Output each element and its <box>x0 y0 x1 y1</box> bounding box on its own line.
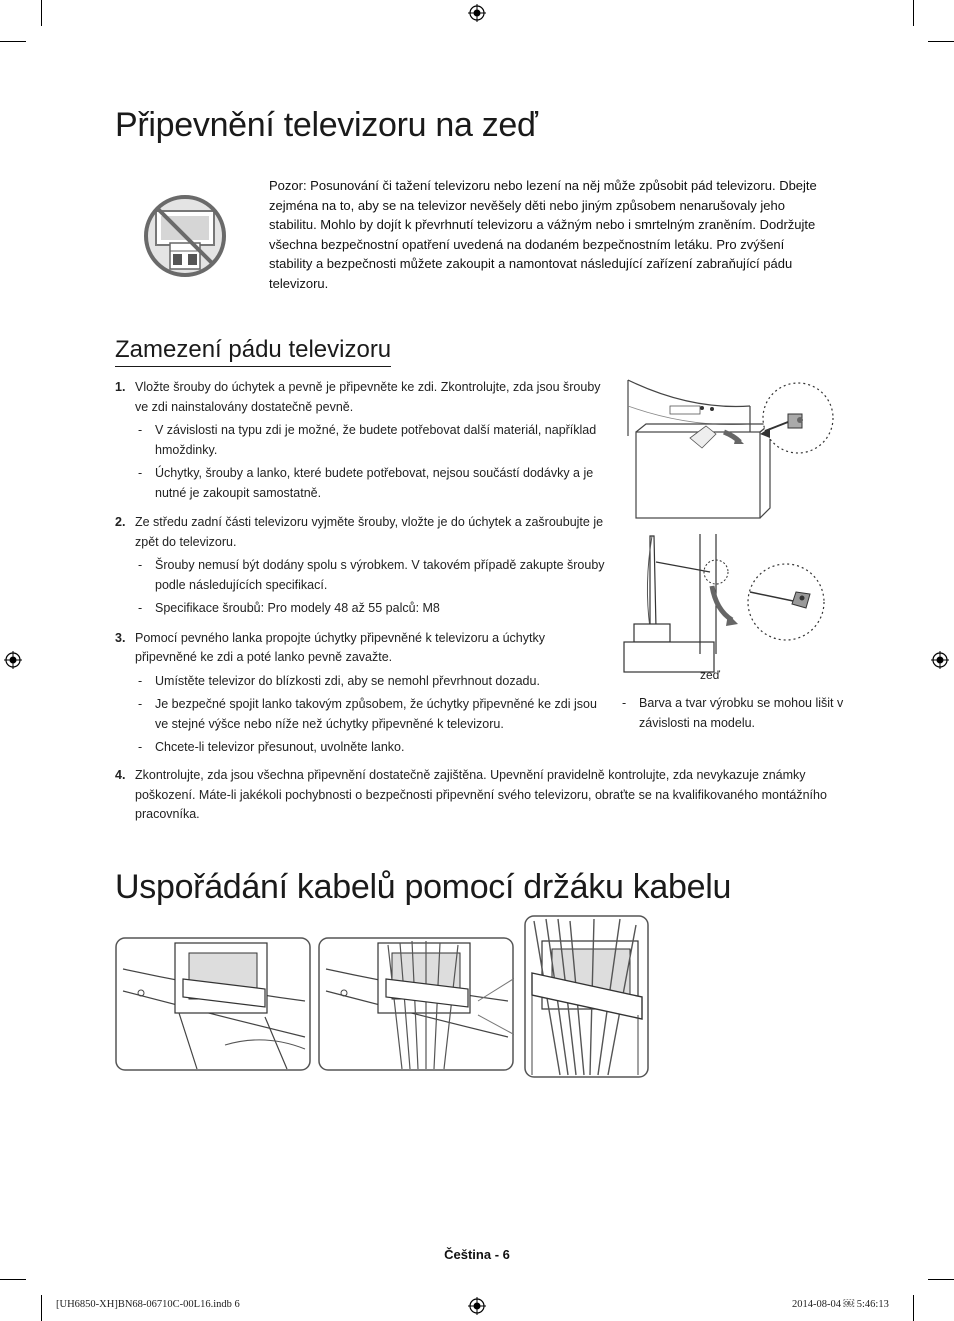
step-subitems <box>135 672 605 758</box>
crop-mark <box>913 1295 914 1321</box>
cable-holder-illustration-1 <box>115 937 311 1071</box>
registration-mark-icon <box>4 651 22 669</box>
subitem-text: Specifikace šroubů: Pro modely 48 až 55 palců: M8 <box>155 601 440 615</box>
step-item <box>115 513 605 619</box>
subsection-title-fall-prevention: Zamezení pádu televizoru <box>115 336 391 367</box>
crop-mark <box>928 1279 954 1280</box>
step-subitem <box>135 421 605 460</box>
step-text: Ze středu zadní části televizoru vyjměte šrouby, vložte je do úchytek a zašroubujte je zpět do televizoru. <box>135 515 604 549</box>
cable-holder-illustration-2 <box>318 937 514 1071</box>
step-subitem <box>135 738 605 758</box>
subitem-text: Chcete-li televizor přesunout, uvolněte lanko. <box>155 740 405 754</box>
model-variation-note <box>621 694 861 733</box>
subitem-text: Umístěte televizor do blízkosti zdi, aby se nemohl převrhnout dozadu. <box>155 673 540 688</box>
step-subitem <box>135 464 605 503</box>
dash-bullet: - <box>138 673 143 688</box>
note-text: Barva a tvar výrobku se mohou lišit v závislosti na modelu. <box>639 696 844 730</box>
step-text: Zkontrolujte, zda jsou všechna připevnění dostatečně zajištěna. Upevnění pravidelně kontrolujte, zda nevykazuje známky poškození. Máte-li jakékoli pochybnosti o bezpečnosti připevnění svého televizoru, obraťte se na kvalifikovaného montážního pracovníka. <box>135 768 827 821</box>
subitem-text: Úchytky, šrouby a lanko, které budete potřebovat, nejsou součástí dodávky a je nutné je zakoupit samostatně. <box>155 466 594 500</box>
cable-holder-detail-illustration <box>524 915 649 1078</box>
dash-bullet: - <box>138 740 143 754</box>
step-subitems <box>135 556 605 619</box>
crop-mark <box>41 0 42 26</box>
section-title-wall-mount: Připevnění televizoru na zeď <box>115 106 538 144</box>
step-item <box>115 766 835 825</box>
step-subitem <box>135 695 605 734</box>
section-title-cable-holder: Uspořádání kabelů pomocí držáku kabelu <box>115 868 732 906</box>
step-text: Pomocí pevného lanka propojte úchytky připevněné k televizoru a úchytky připevněné ke zdi a poté lanko pevně zavažte. <box>135 630 545 664</box>
dash-bullet: - <box>622 696 627 710</box>
step-number: 1. <box>115 380 126 394</box>
wall-cable-illustration <box>620 534 830 674</box>
subitem-text: V závislosti na typu zdi je možné, že budete potřebovat další materiál, například hmoždinky. <box>155 423 597 457</box>
crop-mark <box>41 1295 42 1321</box>
step-number: 3. <box>115 630 126 645</box>
subitem-text: Šrouby nemusí být dodány spolu s výrobkem. V takovém případě zakupte šrouby podle následujících specifikací. <box>155 558 605 592</box>
dash-bullet: - <box>138 466 143 480</box>
safety-warning-text: Pozor: Posunování či tažení televizoru nebo lezení na něj může způsobit pád televizoru. Dbejte zejména na to, aby se na televizor nevěšely děti nebo jiným způsobem nenarušovaly jeho stabilitu. Mohlo by dojít k převrhnutí televizoru a vážným nebo i smrtelným zraněním. Dodržujte všechna bezpečnostní opatření uvedená na dodaném bezpečnostním letáku. Pro zvýšení stability a bezpečnosti můžete zakoupit a namontovat následující zařízení zabraňující pádu televizoru. <box>269 178 817 291</box>
crop-mark <box>0 1279 26 1280</box>
tv-bracket-illustration <box>620 376 835 521</box>
wall-label: zeď <box>700 668 721 682</box>
step-text: Vložte šrouby do úchytek a pevně je připevněte ke zdi. Zkontrolujte, zda jsou šrouby ve zdi nainstalovány dostatečně pevně. <box>135 380 601 414</box>
step-item <box>115 629 605 758</box>
step-subitem <box>135 556 605 595</box>
print-slug-timestamp: 2014-08-04 ￼ 5:46:13 <box>792 1299 889 1310</box>
subitem-text: Je bezpečné spojit lanko takovým způsobem, že úchytky připevněné ke zdi jsou ve stejné výšce nebo níže než úchytky připevněné k televizoru. <box>155 697 597 731</box>
crop-mark <box>928 41 954 42</box>
registration-mark-icon <box>931 651 949 669</box>
registration-mark-icon <box>468 4 486 22</box>
step-number: 4. <box>115 768 126 782</box>
instruction-steps <box>115 378 605 766</box>
crop-mark <box>0 41 26 42</box>
crop-mark <box>913 0 914 26</box>
step-subitem <box>135 599 605 619</box>
page-number: Čeština - 6 <box>444 1247 510 1262</box>
step-subitems <box>135 421 605 503</box>
dash-bullet: - <box>138 558 143 572</box>
dash-bullet: - <box>138 601 143 615</box>
step-subitem <box>135 672 605 692</box>
dash-bullet: - <box>138 423 143 437</box>
step-number: 2. <box>115 515 126 529</box>
print-slug-file: [UH6850-XH]BN68-06710C-00L16.indb 6 <box>56 1299 240 1310</box>
dash-bullet: - <box>138 697 143 711</box>
registration-mark-icon <box>468 1297 486 1315</box>
no-climbing-warning-icon <box>142 193 228 279</box>
step-item <box>115 378 605 503</box>
